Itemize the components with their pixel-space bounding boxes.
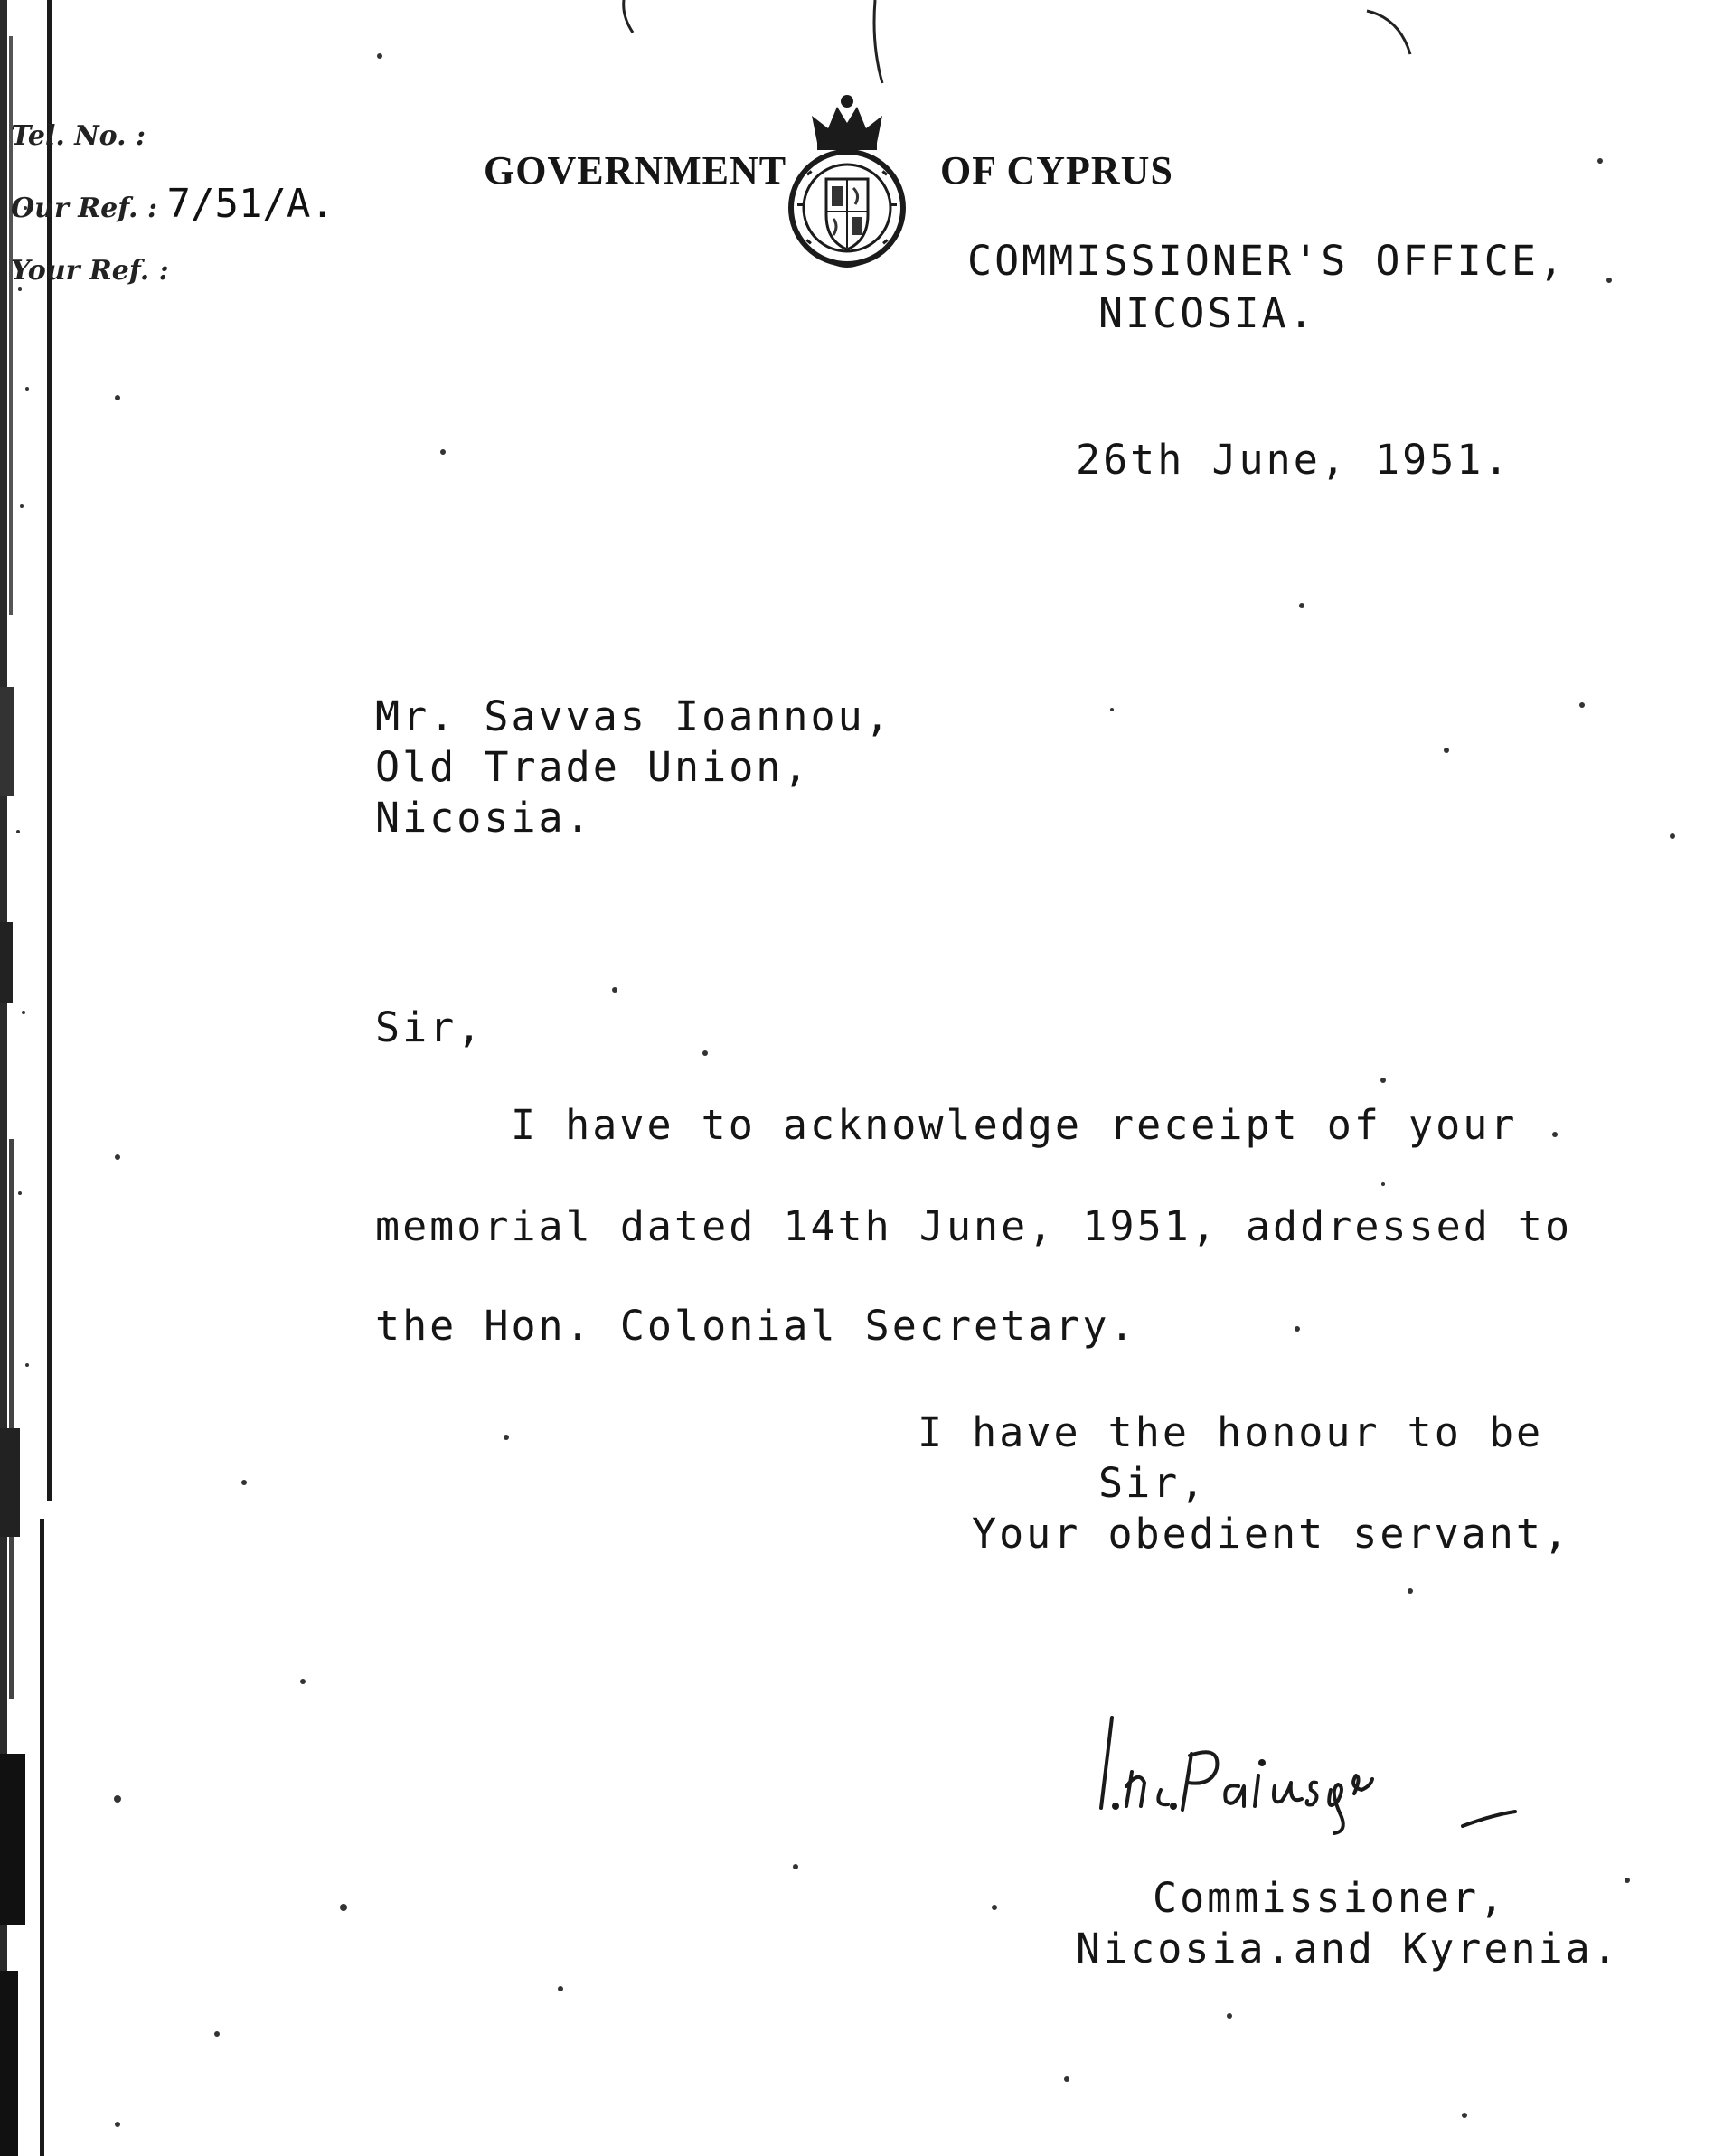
body-line-1: I have to acknowledge receipt of your (511, 1101, 1518, 1149)
body-line-3: the Hon. Colonial Secretary. (375, 1302, 1137, 1350)
your-ref-label: Your Ref. : (11, 255, 169, 287)
letterhead-cyprus: OF CYPRUS (940, 148, 1173, 193)
tel-no-label: Tel. No. : (11, 120, 146, 152)
letterhead-government: GOVERNMENT (484, 148, 787, 193)
signatory-district: Nicosia.and Kyrenia. (1076, 1925, 1620, 1972)
letter-date: 26th June, 1951. (1076, 436, 1512, 484)
closing-line-3: Your obedient servant, (972, 1510, 1571, 1558)
salutation: Sir, (375, 1003, 485, 1051)
office-city: NICOSIA. (1098, 289, 1316, 337)
office-name: COMMISSIONER'S OFFICE, (967, 237, 1567, 285)
recipient-name: Mr. Savvas Ioannou, (375, 692, 892, 740)
recipient-city: Nicosia. (375, 794, 593, 842)
closing-line-1: I have the honour to be (918, 1408, 1544, 1456)
our-ref-label: Our Ref. : (11, 193, 158, 224)
body-line-2: memorial dated 14th June, 1951, addressed to (375, 1202, 1573, 1250)
our-ref-value: 7/51/A. (166, 181, 334, 227)
signatory-title: Commissioner, (1153, 1874, 1507, 1922)
closing-line-2: Sir, (1098, 1459, 1208, 1507)
recipient-org: Old Trade Union, (375, 743, 811, 791)
